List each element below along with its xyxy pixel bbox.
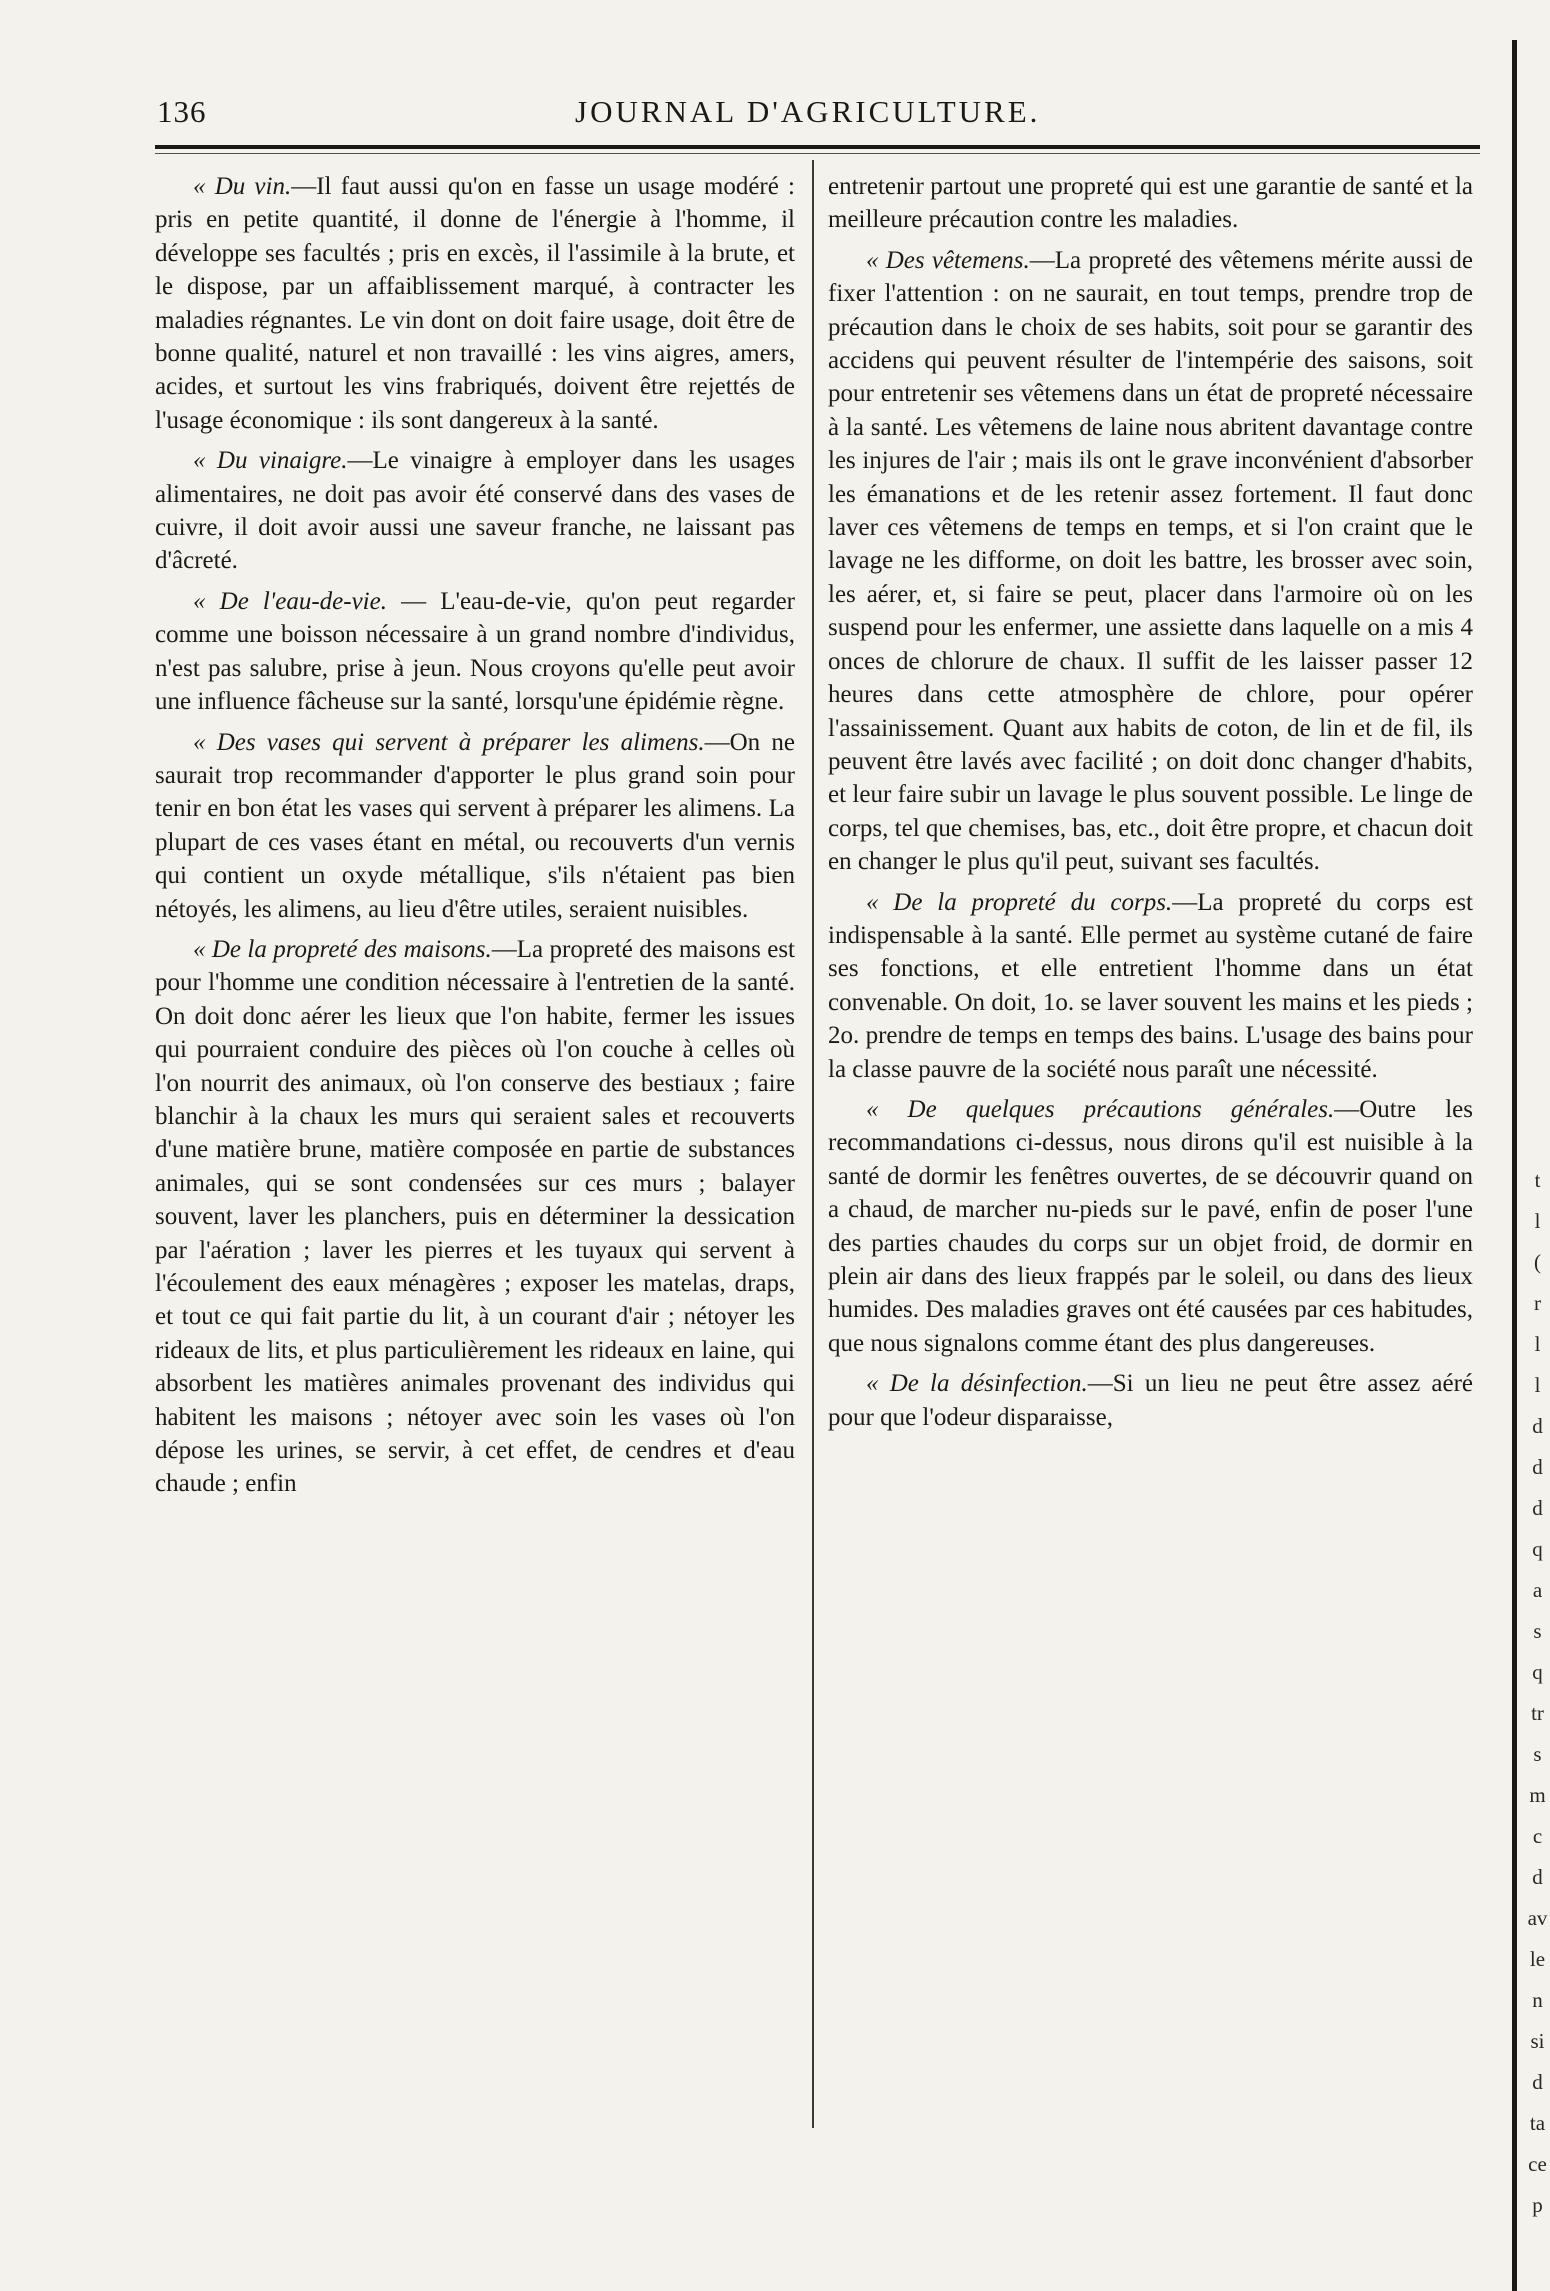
bleed-fragment: ce [1528,2152,1547,2176]
paragraph-continuation: entretenir partout une propreté qui est une garantie de santé et la meilleure précaution contre les maladies. [828,173,1473,234]
bleed-fragment: d [1532,1865,1543,1889]
paragraph-title: « Du vin. [193,173,292,200]
header-rule [155,145,1480,149]
bleed-fragment: a [1532,1578,1543,1602]
bleed-fragment: l [1534,1332,1541,1356]
paragraph-title: « Du vinaigre. [193,447,348,475]
bleed-fragment: n [1532,1988,1543,2012]
page-number: 136 [157,94,207,129]
paragraph-vetemens [828,244,1473,879]
bleed-fragment: ( [1534,1250,1541,1274]
bleed-fragment: d [1532,1496,1543,1520]
paragraph-proprete-maisons [155,933,795,1501]
right-column [828,170,1473,2120]
column-divider [812,160,814,2128]
paragraph-text: — L'eau-de-vie, qu'on peut regarder comme une boisson nécessaire à un grand nombre d'individus, n'est pas salubre, prise à jeun. Nous croyons qu'elle peut avoir une influence fâcheuse sur la santé, lorsqu'une épidémie règne. [155,587,795,716]
paragraph-text: —Le vinaigre à employer dans les usages alimentaires, ne doit pas avoir été conservé dans des vases de cuivre, il doit avoir aussi une saveur franche, ne laissant pas d'âcreté. [155,447,795,575]
bleed-fragment: q [1532,1660,1543,1684]
header-rule-thin [155,153,1480,154]
left-column [155,170,795,2120]
bleed-fragment: ta [1529,2111,1546,2135]
paragraph-text: —Outre les recommandations ci-dessus, nous dirons qu'il est nuisible à la santé de dormir les fenêtres ouvertes, de se découvrir quand on a chaud, de marcher nu-pieds sur le pavé, enfin de poser l'une des parties chaudes du corps sur un objet froid, de dormir en plein air dans des lieux frappés par le soleil, ou dans des lieux humides. Des maladies graves ont été causées par ces habitudes, que nous signalons comme étant des plus dangereuses. [828,1095,1473,1357]
bleed-fragment: av [1527,1906,1548,1930]
bleed-fragment: s [1533,1619,1542,1643]
paragraph-title: « De l'eau-de-vie. [193,587,387,615]
paragraph-title: « De la désinfection. [866,1370,1088,1398]
paragraph-text: —Si un lieu ne peut être assez aéré pour que l'odeur disparaisse, [828,1370,1473,1431]
paragraph-title: « De la propreté du corps. [866,888,1173,916]
paragraph-title: « Des vases qui servent à préparer les alimens. [193,728,705,756]
paragraph-text: —La propreté du corps est indispensable à la santé. Elle permet au système cutané de faire ses fonctions, et elle entretient l'homme dans un état convenable. On doit, 1o. se laver souvent les mains et les pieds ; 2o. prendre de temps en temps des bains. L'usage des bains pour la classe pauvre de la société nous paraît une nécessité. [828,888,1473,1083]
bleed-fragment: l [1534,1209,1541,1233]
bleed-fragment: p [1532,2193,1543,2217]
bleed-fragment: r [1534,1291,1541,1315]
paragraph-du-vin [155,170,795,437]
bleed-fragment: t [1534,1168,1541,1192]
bleed-fragment: d [1532,1414,1543,1438]
running-title: JOURNAL D'AGRICULTURE. [575,94,1041,129]
bleed-fragment: c [1532,1824,1543,1848]
paragraph-precautions [828,1093,1473,1360]
paragraph-title: « De la propreté des maisons. [193,935,492,963]
paragraph-du-vinaigre [155,444,795,578]
paragraph-text: —La propreté des maisons est pour l'homme une condition nécessaire à l'entretien de la santé. On doit donc aérer les lieux que l'on habite, fermer les issues qui pourraient conduire des pièces où l'on couche à celles où l'on nourrit des animaux, où l'on conserve des bestiaux ; faire blanchir à la chaux les murs qui seraient sales et recouverts d'une matière brune, matière composée en partie de substances animales, qui se sont condensées sur ces murs ; balayer souvent, laver les planchers, puis en déterminer la dessication par l'aération ; laver les pierres et les tuyaux qui servent à l'écoulement des eaux ménagères ; exposer les matelas, draps, et tout ce qui fait partie du lit, à un courant d'air ; nétoyer les rideaux de lits, et plus particulièrement les rideaux en laine, qui absorbent les matières animales provenant des individus qui habitent les maisons ; nétoyer avec soin les vases où l'on dépose les urines, se servir, à cet effet, de cendres et d'eau chaude ; enfin [155,935,795,1498]
paragraph-text: —Il faut aussi qu'on en fasse un usage modéré : pris en petite quantité, il donne de l'énergie à l'homme, il développe ses facultés ; pris en excès, il l'assimile à la brute, et le dispose, par un affaiblissement marqué, à contracter les maladies régnantes. Le vin dont on doit faire usage, doit être de bonne qualité, naturel et non travaillé : les vins aigres, amers, acides, et surtout les vins frabriqués, doivent être rejettés de l'usage économique : ils sont dangereux à la santé. [155,173,795,434]
bleed-fragment: si [1530,2029,1545,2053]
paragraph-desinfection [828,1367,1473,1434]
bleed-fragment: le [1529,1947,1546,1971]
next-page-bleed [1525,1160,1550,2217]
paragraph-text: —La propreté des vêtemens mérite aussi de fixer l'attention : on ne saurait, en tout temps, prendre trop de précaution dans le choix de ses habits, soit pour se garantir des accidens qui peuvent résulter de l'intempérie des saisons, soit pour entretenir ses vêtemens dans un état de propreté nécessaire à la santé. Les vêtemens de laine nous abritent davantage contre les injures de l'air ; mais ils ont le grave inconvénient d'absorber les émanations et de les retenir assez fortement. Il faut donc laver ces vêtemens de temps en temps, et si l'on craint que le lavage ne les difforme, on doit les battre, les brosser avec soin, les aérer, et, si faire se peut, placer dans l'armoire où on les suspend pour les enfermer, une assiette dans laquelle on a mis 4 onces de chlorure de chaux. Il suffit de les laisser passer 12 heures dans cette atmosphère de chlore, pour opérer l'assainissement. Quant aux habits de coton, de lin et de fil, ils peuvent être lavés avec facilité ; on doit donc changer d'habits, et leur faire subir un lavage le plus souvent possible. Le linge de corps, tel que chemises, bas, etc., doit être propre, et chacun doit en changer le plus qu'il peut, suivant ses facultés. [828,246,1474,876]
page-header [155,92,1475,138]
bleed-fragment: d [1532,1455,1543,1479]
paragraph-title: « Des vêtemens. [866,246,1030,274]
paragraph-proprete-corps [828,886,1473,1086]
bleed-fragment: s [1533,1742,1542,1766]
paragraph-eau-de-vie [155,585,795,719]
paragraph-vases [155,726,795,926]
paragraph-title: « De quelques précautions générales. [866,1095,1335,1123]
bleed-fragment: d [1532,2070,1543,2094]
bleed-fragment: m [1529,1783,1546,1807]
page-edge-bar [1512,40,1517,2291]
bleed-fragment: l [1534,1373,1541,1397]
bleed-fragment: tr [1531,1701,1544,1725]
bleed-fragment: q [1532,1537,1543,1561]
paragraph-text: —On ne saurait trop recommander d'apporter le plus grand soin pour tenir en bon état les vases qui servent à préparer les alimens. La plupart de ces vases étant en métal, ou recouverts d'un vernis qui contient un oxyde métallique, s'ils n'étaient pas bien nétoyés, les alimens, au lieu d'être utiles, seraient nuisibles. [155,728,795,923]
